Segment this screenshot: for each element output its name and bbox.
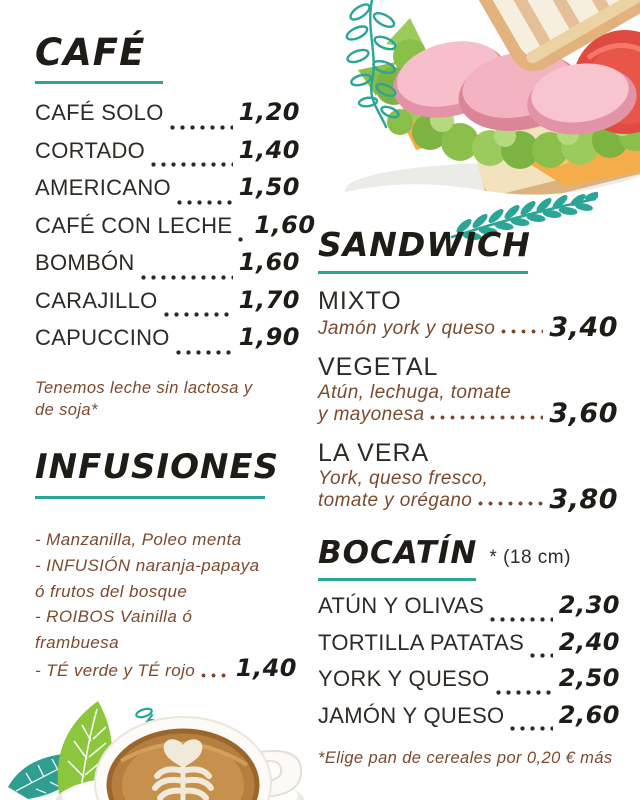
menu-item [318, 353, 618, 429]
bocatin-title: BOCATÍN [318, 535, 478, 571]
item-price: 1,60 [238, 248, 300, 276]
item-price: 3,60 [549, 398, 618, 429]
description-line: tomate y orégano [318, 490, 473, 511]
infusion-line: - ROIBOS Vainilla ó [35, 607, 193, 627]
item-name: YORK Y QUESO [318, 666, 490, 691]
item-name: JAMÓN Y QUESO [318, 702, 505, 728]
menu-item-row [35, 173, 300, 211]
item-price: 1,40 [238, 135, 300, 164]
menu-item-row [318, 664, 620, 701]
item-name: MIXTO [318, 287, 402, 315]
dotted-leader [530, 653, 553, 658]
menu-item-row [35, 286, 300, 324]
item-name: ATÚN Y OLIVAS [318, 593, 485, 618]
bocatin-title-row [318, 535, 620, 571]
milk-note [35, 377, 300, 422]
menu-item-row [35, 136, 300, 174]
item-price: 2,60 [558, 700, 620, 729]
item-price: 1,50 [238, 173, 300, 201]
dotted-leader [238, 237, 248, 242]
item-name: CAPUCCINO [35, 325, 170, 350]
dotted-leader [490, 617, 553, 622]
infusion-line: - TÉ verde y TÉ rojo [35, 660, 196, 680]
item-name: CARAJILLO [35, 287, 158, 313]
menu-item-row [35, 248, 300, 286]
item-name: TORTILLA PATATAS [318, 629, 525, 655]
dotted-leader [170, 125, 233, 130]
description-line: Atún, lechuga, tomate [318, 382, 512, 403]
item-price: 1,60 [254, 210, 316, 239]
cafe-underline [35, 81, 163, 84]
menu-item-row [318, 628, 620, 665]
section-sandwich [318, 225, 618, 515]
dotted-leader [430, 415, 543, 420]
section-infusiones [35, 447, 297, 684]
item-name: VEGETAL [318, 353, 439, 381]
item-price: 1,20 [238, 98, 300, 126]
item-name: AMERICANO [35, 175, 171, 200]
dotted-leader [201, 673, 230, 678]
item-name: BOMBÓN [35, 250, 135, 275]
section-cafe [35, 31, 316, 421]
item-description [318, 382, 549, 426]
dotted-leader [501, 329, 543, 334]
item-price-row [318, 382, 618, 429]
item-description [318, 468, 549, 512]
cafe-item-list [35, 98, 316, 361]
menu-item-row [35, 210, 316, 249]
item-price: 1,90 [238, 323, 300, 351]
milk-note-line: Tenemos leche sin lactosa y [35, 378, 253, 397]
item-name: LA VERA [318, 439, 430, 467]
infusion-priced-line [35, 653, 297, 684]
dotted-leader [141, 275, 233, 280]
infusion-line: - INFUSIÓN naranja-papaya [35, 555, 260, 575]
dotted-leader [496, 690, 553, 695]
item-name: CAFÉ SOLO [35, 100, 164, 125]
item-price: 2,40 [558, 627, 620, 656]
coffee-cup-photo [55, 703, 305, 800]
item-price: 1,40 [235, 653, 297, 682]
dotted-leader [151, 162, 233, 167]
bocatin-underline [318, 578, 476, 581]
cafe-title: CAFÉ [35, 31, 146, 74]
item-name: CAFÉ CON LECHE [35, 212, 233, 238]
menu-item-row [318, 701, 620, 738]
menu-item [318, 439, 618, 515]
item-price-row [318, 312, 618, 343]
sandwich-title: SANDWICH [318, 225, 531, 264]
infusiones-title: INFUSIONES [35, 447, 280, 487]
infusion-line: - Manzanilla, Poleo menta [35, 530, 242, 549]
dotted-leader [510, 726, 552, 731]
item-price: 2,30 [558, 591, 620, 619]
menu-item-row [35, 323, 300, 361]
description-line: Jamón york y queso [318, 318, 496, 339]
item-price: 2,50 [558, 664, 620, 692]
item-price-row [318, 468, 618, 515]
bocatin-item-list [318, 591, 620, 737]
item-name: CORTADO [35, 137, 146, 163]
vine-doodle-icon [332, 0, 402, 130]
sandwich-underline [318, 271, 528, 274]
bocatin-size-note: * (18 cm) [489, 547, 571, 568]
menu-item-row [318, 591, 620, 628]
item-price: 1,70 [238, 285, 300, 314]
infusiones-underline [35, 496, 265, 499]
dotted-leader [164, 312, 233, 317]
dotted-leader [478, 501, 543, 506]
dotted-leader [177, 200, 233, 205]
infusiones-list [35, 527, 297, 684]
menu-item [318, 287, 618, 343]
infusion-line: ó frutos del bosque [35, 581, 188, 601]
item-price: 3,40 [549, 312, 618, 343]
bread-footnote: *Elige pan de cereales por 0,20 € más [318, 749, 613, 767]
section-bocatin [318, 535, 620, 768]
dotted-leader [176, 350, 233, 355]
infusion-line: frambuesa [35, 633, 119, 653]
menu-item-row [35, 98, 300, 136]
sandwich-item-list [318, 287, 618, 515]
item-description [318, 318, 549, 340]
milk-note-line: de soja* [35, 400, 98, 419]
item-price: 3,80 [549, 484, 618, 515]
description-line: y mayonesa [318, 404, 425, 425]
description-line: York, queso fresco, [318, 468, 489, 489]
